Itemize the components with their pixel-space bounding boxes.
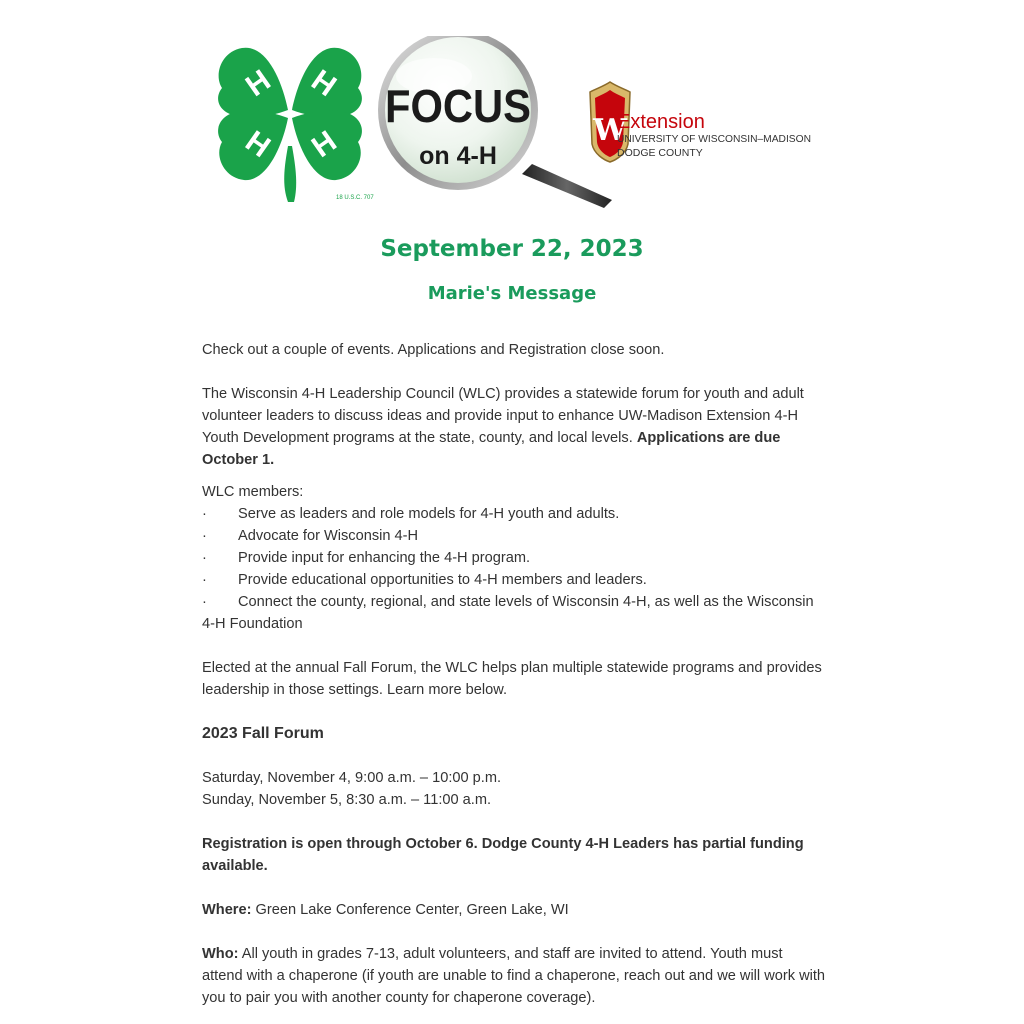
intro-text: Check out a couple of events. Applications and Registration close soon. bbox=[202, 342, 665, 358]
message-title: Marie's Message bbox=[427, 283, 597, 304]
uw-extension-logo bbox=[590, 82, 811, 162]
wlc-members-label: WLC members: bbox=[202, 484, 304, 500]
bullet-dot: · bbox=[202, 528, 207, 544]
list-item bbox=[202, 547, 826, 569]
list-item-text: Provide input for enhancing the 4-H program. bbox=[238, 550, 531, 566]
forum-where-value: Green Lake Conference Center, Green Lake, WI bbox=[255, 902, 569, 918]
forum-who-label: Who: bbox=[202, 946, 239, 962]
four-h-clover-logo bbox=[218, 48, 374, 202]
forum-schedule-saturday: Saturday, November 4, 9:00 a.m. – 10:00 p.m. bbox=[202, 770, 502, 786]
forum-registration bbox=[202, 833, 826, 877]
wlc-elected-text: Elected at the annual Fall Forum, the WLC helps plan multiple statewide programs and provides leadership in those settings. Learn more below. bbox=[202, 660, 822, 698]
extension-county: DODGE COUNTY bbox=[617, 147, 703, 159]
focus-subtitle: on 4-H bbox=[419, 142, 497, 170]
focus-title: FOCUS bbox=[385, 80, 531, 132]
forum-registration-text: Registration is open through October 6. Dodge County 4-H Leaders has partial funding available. bbox=[202, 836, 804, 874]
message-body bbox=[202, 339, 826, 1009]
bullet-dot: · bbox=[202, 506, 207, 522]
list-item-text: Serve as leaders and role models for 4-H youth and adults. bbox=[238, 506, 620, 522]
crest-letter: W bbox=[593, 113, 627, 148]
newsletter-date: September 22, 2023 bbox=[380, 236, 644, 262]
list-item-text: Connect the county, regional, and state levels of Wisconsin 4-H, as well as the Wisconsin 4-H Foundation bbox=[202, 594, 814, 632]
forum-who bbox=[202, 943, 826, 1009]
extension-title: Extension bbox=[617, 111, 705, 133]
wlc-deadline: Applications are due October 1. bbox=[202, 430, 781, 468]
bullet-dot: · bbox=[202, 594, 207, 610]
wlc-description bbox=[202, 383, 826, 471]
clover-h-letter-2: H bbox=[305, 63, 343, 104]
list-item bbox=[202, 503, 826, 525]
clover-h-letter-4: H bbox=[305, 124, 343, 165]
list-item-text: Advocate for Wisconsin 4-H bbox=[238, 528, 419, 544]
bullet-dot: · bbox=[202, 550, 207, 566]
forum-where bbox=[202, 899, 826, 921]
forum-schedule-sunday: Sunday, November 5, 8:30 a.m. – 11:00 a.m. bbox=[202, 792, 492, 808]
wlc-description-text: The Wisconsin 4-H Leadership Council (WLC) provides a statewide forum for youth and adult volunteer leaders to discuss ideas and provide input to enhance UW-Madison Extension 4-H Youth Development programs at the state, county, and local levels. bbox=[202, 386, 804, 446]
wlc-members-list bbox=[202, 503, 826, 635]
forum-who-value: All youth in grades 7-13, adult volunteers, and staff are invited to attend. Youth must attend with a chaperone (if youth are unable to find a chaperone, reach out and we will work with you to pair you with another county for chaperone coverage). bbox=[202, 946, 826, 1006]
forum-title: 2023 Fall Forum bbox=[202, 725, 324, 742]
forum-where-label: Where: bbox=[202, 902, 252, 918]
bullet-dot: · bbox=[202, 572, 207, 588]
list-item bbox=[202, 591, 826, 635]
clover-h-letter-3: H bbox=[239, 124, 277, 165]
list-item bbox=[202, 569, 826, 591]
extension-university: UNIVERSITY OF WISCONSIN–MADISON bbox=[617, 133, 811, 145]
list-item bbox=[202, 525, 826, 547]
clover-h-letter-1: H bbox=[239, 63, 277, 104]
clover-caption: 18 U.S.C. 707 bbox=[336, 195, 374, 201]
banner-graphics bbox=[212, 36, 818, 210]
focus-magnifier-logo bbox=[378, 36, 612, 208]
newsletter-banner bbox=[212, 36, 818, 210]
list-item-text: Provide educational opportunities to 4-H members and leaders. bbox=[238, 572, 647, 588]
